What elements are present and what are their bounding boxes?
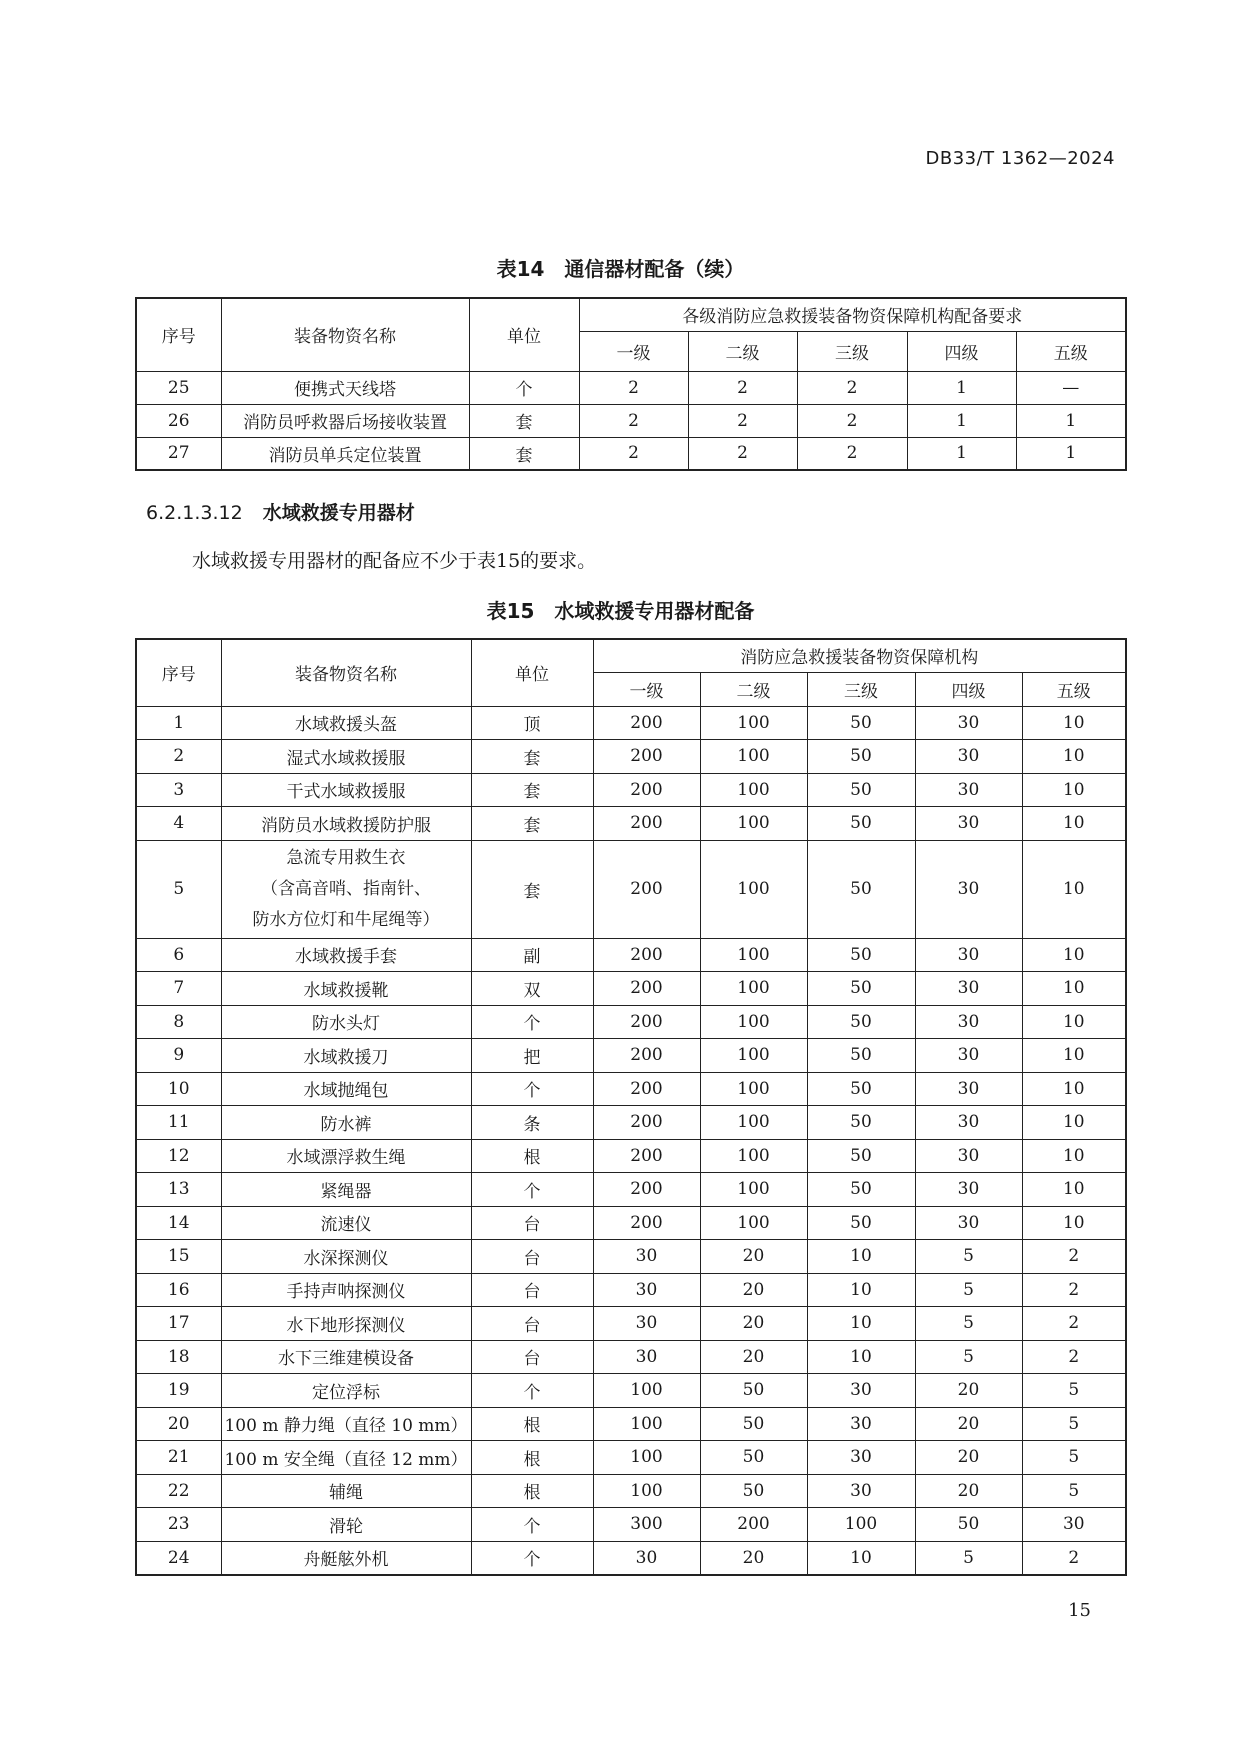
cell-seq: 3	[136, 773, 221, 807]
cell-unit: 条	[471, 1106, 593, 1140]
table14-body	[136, 371, 1126, 470]
table14	[135, 297, 1127, 471]
cell-level-2: 100	[700, 1039, 807, 1073]
cell-level-3: 30	[807, 1407, 915, 1441]
cell-level-5: 10	[1022, 740, 1126, 774]
cell-level-3: 50	[807, 1005, 915, 1039]
cell-seq: 6	[136, 938, 221, 972]
cell-level-3: 10	[807, 1240, 915, 1274]
cell-level-3: 30	[807, 1474, 915, 1508]
cell-name-line: 防水方位灯和牛尾绳等）	[252, 909, 440, 930]
cell-seq: 24	[136, 1541, 221, 1575]
cell-level-3: 2	[797, 437, 907, 470]
cell-name: 水域救援头盔	[221, 706, 471, 740]
cell-level-2: 100	[700, 938, 807, 972]
cell-name: 定位浮标	[221, 1374, 471, 1408]
table-row	[136, 1273, 1126, 1307]
cell-level-1: 200	[593, 706, 700, 740]
cell-level-5: —	[1016, 371, 1126, 404]
cell-seq: 15	[136, 1240, 221, 1274]
cell-level-5: 10	[1022, 1206, 1126, 1240]
cell-unit: 根	[471, 1407, 593, 1441]
section-number: 6.2.1.3.12	[146, 502, 243, 524]
cell-seq: 7	[136, 972, 221, 1006]
cell-level-1: 200	[593, 773, 700, 807]
table-row	[136, 938, 1126, 972]
cell-name: 消防员呼救器后场接收装置	[221, 404, 469, 437]
cell-level-2: 20	[700, 1340, 807, 1374]
cell-level-4: 5	[915, 1307, 1022, 1341]
table-row	[136, 1474, 1126, 1508]
cell-level-2: 100	[700, 773, 807, 807]
cell-name: 湿式水域救援服	[221, 740, 471, 774]
cell-seq: 5	[136, 840, 221, 938]
cell-level-5: 10	[1022, 1173, 1126, 1207]
header-unit: 单位	[469, 298, 579, 371]
cell-level-5: 10	[1022, 938, 1126, 972]
cell-level-2: 50	[700, 1407, 807, 1441]
cell-level-1: 200	[593, 972, 700, 1006]
header-level-2: 二级	[700, 672, 807, 706]
cell-level-1: 200	[593, 1106, 700, 1140]
cell-seq: 14	[136, 1206, 221, 1240]
table-row	[136, 740, 1126, 774]
cell-level-1: 30	[593, 1541, 700, 1575]
table-row	[136, 1106, 1126, 1140]
cell-level-2: 100	[700, 972, 807, 1006]
cell-name: 辅绳	[221, 1474, 471, 1508]
cell-unit: 套	[471, 807, 593, 841]
cell-seq: 11	[136, 1106, 221, 1140]
cell-level-5: 2	[1022, 1307, 1126, 1341]
cell-level-4: 30	[915, 740, 1022, 774]
section-heading	[146, 498, 415, 525]
cell-level-3: 50	[807, 706, 915, 740]
cell-unit: 台	[471, 1240, 593, 1274]
cell-level-2: 100	[700, 1139, 807, 1173]
cell-level-5: 5	[1022, 1441, 1126, 1475]
cell-level-3: 100	[807, 1508, 915, 1542]
cell-level-3: 50	[807, 972, 915, 1006]
cell-seq: 1	[136, 706, 221, 740]
cell-level-1: 30	[593, 1273, 700, 1307]
cell-seq: 4	[136, 807, 221, 841]
cell-unit: 台	[471, 1340, 593, 1374]
cell-level-4: 30	[915, 972, 1022, 1006]
cell-seq: 10	[136, 1072, 221, 1106]
header-name: 装备物资名称	[221, 298, 469, 371]
cell-level-2: 100	[700, 1206, 807, 1240]
table-row	[136, 1240, 1126, 1274]
table15-caption: 表15 水域救援专用器材配备	[486, 599, 755, 623]
cell-unit: 个	[471, 1072, 593, 1106]
table-row	[136, 437, 1126, 470]
cell-name: 水域漂浮救生绳	[221, 1139, 471, 1173]
cell-level-2: 20	[700, 1307, 807, 1341]
cell-unit: 把	[471, 1039, 593, 1073]
cell-level-2: 100	[700, 1173, 807, 1207]
cell-unit: 个	[469, 371, 579, 404]
cell-level-3: 50	[807, 840, 915, 938]
cell-level-4: 30	[915, 1039, 1022, 1073]
table-row	[136, 1307, 1126, 1341]
cell-level-1: 200	[593, 1139, 700, 1173]
cell-level-5: 10	[1022, 1039, 1126, 1073]
cell-unit: 个	[471, 1374, 593, 1408]
cell-level-1: 200	[593, 740, 700, 774]
header-unit: 单位	[471, 639, 593, 706]
header-level-4: 四级	[907, 331, 1016, 371]
cell-level-2: 20	[700, 1240, 807, 1274]
cell-level-5: 5	[1022, 1374, 1126, 1408]
cell-level-4: 30	[915, 1206, 1022, 1240]
cell-level-3: 50	[807, 1072, 915, 1106]
cell-seq: 23	[136, 1508, 221, 1542]
cell-level-4: 30	[915, 1106, 1022, 1140]
cell-level-4: 20	[915, 1407, 1022, 1441]
header-group: 消防应急救援装备物资保障机构	[593, 639, 1126, 672]
cell-level-5: 5	[1022, 1474, 1126, 1508]
document-code: DB33/T 1362—2024	[925, 148, 1115, 169]
cell-unit: 台	[471, 1206, 593, 1240]
cell-level-3: 50	[807, 740, 915, 774]
cell-level-5: 10	[1022, 1139, 1126, 1173]
header-seq: 序号	[136, 298, 221, 371]
cell-level-4: 30	[915, 938, 1022, 972]
cell-level-3: 50	[807, 1139, 915, 1173]
header-level-4: 四级	[915, 672, 1022, 706]
cell-level-5: 30	[1022, 1508, 1126, 1542]
header-name: 装备物资名称	[221, 639, 471, 706]
table-row	[136, 807, 1126, 841]
cell-name: 干式水域救援服	[221, 773, 471, 807]
cell-level-2: 100	[700, 706, 807, 740]
cell-level-4: 30	[915, 1173, 1022, 1207]
cell-level-1: 200	[593, 1005, 700, 1039]
cell-level-2: 20	[700, 1541, 807, 1575]
cell-level-4: 5	[915, 1240, 1022, 1274]
cell-level-2: 50	[700, 1474, 807, 1508]
cell-level-4: 1	[907, 437, 1016, 470]
cell-unit: 套	[469, 437, 579, 470]
cell-level-5: 5	[1022, 1407, 1126, 1441]
cell-level-4: 20	[915, 1441, 1022, 1475]
table-row	[136, 1005, 1126, 1039]
header-seq: 序号	[136, 639, 221, 706]
table-row	[136, 1508, 1126, 1542]
table-row	[136, 1072, 1126, 1106]
cell-level-1: 100	[593, 1374, 700, 1408]
cell-level-4: 20	[915, 1374, 1022, 1408]
page-number: 15	[1068, 1600, 1091, 1621]
cell-level-1: 200	[593, 1173, 700, 1207]
cell-level-4: 30	[915, 706, 1022, 740]
cell-unit: 个	[471, 1173, 593, 1207]
cell-level-5: 10	[1022, 773, 1126, 807]
cell-unit: 根	[471, 1139, 593, 1173]
table-row	[136, 404, 1126, 437]
cell-level-1: 2	[579, 437, 688, 470]
cell-level-3: 2	[797, 371, 907, 404]
cell-name: 防水裤	[221, 1106, 471, 1140]
cell-level-1: 100	[593, 1474, 700, 1508]
table-row	[136, 1173, 1126, 1207]
cell-unit: 双	[471, 972, 593, 1006]
cell-unit: 顶	[471, 706, 593, 740]
cell-seq: 13	[136, 1173, 221, 1207]
cell-level-4: 5	[915, 1273, 1022, 1307]
table15-body	[136, 706, 1126, 1575]
cell-unit: 套	[471, 740, 593, 774]
cell-level-4: 30	[915, 1005, 1022, 1039]
cell-unit: 副	[471, 938, 593, 972]
cell-name-line: 急流专用救生衣	[286, 847, 406, 868]
header-level-2: 二级	[688, 331, 797, 371]
cell-level-5: 10	[1022, 706, 1126, 740]
section-title: 水域救援专用器材	[262, 502, 415, 524]
cell-unit: 个	[471, 1508, 593, 1542]
cell-unit: 根	[471, 1474, 593, 1508]
cell-name: 100 m 安全绳（直径 12 mm）	[221, 1441, 471, 1475]
cell-level-4: 5	[915, 1340, 1022, 1374]
cell-level-5: 2	[1022, 1273, 1126, 1307]
cell-seq: 26	[136, 404, 221, 437]
cell-level-3: 10	[807, 1340, 915, 1374]
cell-level-5: 10	[1022, 807, 1126, 841]
cell-level-2: 2	[688, 404, 797, 437]
cell-name: 100 m 静力绳（直径 10 mm）	[221, 1407, 471, 1441]
cell-level-1: 30	[593, 1340, 700, 1374]
table14-caption: 表14 通信器材配备（续）	[496, 257, 745, 281]
cell-level-2: 20	[700, 1273, 807, 1307]
cell-level-3: 50	[807, 938, 915, 972]
cell-level-2: 100	[700, 1106, 807, 1140]
cell-name: 水域抛绳包	[221, 1072, 471, 1106]
cell-level-4: 30	[915, 1139, 1022, 1173]
cell-level-3: 50	[807, 1039, 915, 1073]
cell-level-1: 30	[593, 1307, 700, 1341]
cell-level-3: 50	[807, 1206, 915, 1240]
cell-level-3: 50	[807, 773, 915, 807]
cell-name: 流速仪	[221, 1206, 471, 1240]
cell-level-1: 200	[593, 807, 700, 841]
cell-level-3: 50	[807, 1173, 915, 1207]
cell-level-1: 200	[593, 840, 700, 938]
cell-unit: 个	[471, 1005, 593, 1039]
table-row	[136, 1039, 1126, 1073]
cell-level-2: 100	[700, 1005, 807, 1039]
cell-seq: 19	[136, 1374, 221, 1408]
cell-level-4: 20	[915, 1474, 1022, 1508]
cell-level-1: 100	[593, 1407, 700, 1441]
cell-seq: 22	[136, 1474, 221, 1508]
header-level-5: 五级	[1016, 331, 1126, 371]
section-paragraph: 水域救援专用器材的配备应不少于表15的要求。	[192, 550, 597, 572]
cell-name: 消防员单兵定位装置	[221, 437, 469, 470]
cell-level-4: 30	[915, 773, 1022, 807]
cell-name: 手持声呐探测仪	[221, 1273, 471, 1307]
table-row	[136, 1340, 1126, 1374]
table-row	[136, 371, 1126, 404]
cell-name: 消防员水域救援防护服	[221, 807, 471, 841]
cell-level-4: 5	[915, 1541, 1022, 1575]
cell-level-5: 10	[1022, 840, 1126, 938]
cell-name-line: （含高音哨、指南针、	[261, 878, 431, 899]
cell-level-3: 50	[807, 1106, 915, 1140]
cell-level-2: 2	[688, 371, 797, 404]
cell-name: 水域救援手套	[221, 938, 471, 972]
cell-level-1: 30	[593, 1240, 700, 1274]
cell-level-1: 200	[593, 1072, 700, 1106]
cell-level-2: 100	[700, 840, 807, 938]
header-level-1: 一级	[579, 331, 688, 371]
cell-unit: 套	[471, 840, 593, 938]
table15	[135, 638, 1127, 1576]
cell-level-3: 50	[807, 807, 915, 841]
cell-level-1: 300	[593, 1508, 700, 1542]
table-row	[136, 1407, 1126, 1441]
cell-level-2: 2	[688, 437, 797, 470]
cell-level-4: 50	[915, 1508, 1022, 1542]
cell-level-3: 30	[807, 1374, 915, 1408]
table-row	[136, 1206, 1126, 1240]
cell-level-2: 50	[700, 1441, 807, 1475]
cell-unit: 套	[469, 404, 579, 437]
cell-seq: 17	[136, 1307, 221, 1341]
cell-level-1: 200	[593, 1039, 700, 1073]
cell-level-2: 100	[700, 807, 807, 841]
cell-level-1: 200	[593, 938, 700, 972]
header-group: 各级消防应急救援装备物资保障机构配备要求	[579, 298, 1126, 331]
header-level-3: 三级	[807, 672, 915, 706]
cell-level-5: 10	[1022, 972, 1126, 1006]
cell-level-5: 10	[1022, 1005, 1126, 1039]
cell-unit: 套	[471, 773, 593, 807]
cell-level-1: 2	[579, 404, 688, 437]
cell-level-4: 1	[907, 371, 1016, 404]
cell-level-2: 200	[700, 1508, 807, 1542]
cell-seq: 8	[136, 1005, 221, 1039]
table-row	[136, 1441, 1126, 1475]
cell-unit: 根	[471, 1441, 593, 1475]
cell-level-3: 10	[807, 1541, 915, 1575]
cell-level-2: 100	[700, 740, 807, 774]
cell-seq: 25	[136, 371, 221, 404]
table-row	[136, 1374, 1126, 1408]
cell-seq: 18	[136, 1340, 221, 1374]
cell-seq: 2	[136, 740, 221, 774]
cell-level-1: 2	[579, 371, 688, 404]
cell-name: 滑轮	[221, 1508, 471, 1542]
cell-level-1: 200	[593, 1206, 700, 1240]
cell-level-5: 2	[1022, 1240, 1126, 1274]
cell-level-4: 1	[907, 404, 1016, 437]
cell-level-5: 10	[1022, 1072, 1126, 1106]
table-row	[136, 972, 1126, 1006]
cell-level-2: 100	[700, 1072, 807, 1106]
cell-name: 水下地形探测仪	[221, 1307, 471, 1341]
cell-unit: 台	[471, 1307, 593, 1341]
cell-name: 舟艇舷外机	[221, 1541, 471, 1575]
cell-level-4: 30	[915, 807, 1022, 841]
cell-name: 水域救援刀	[221, 1039, 471, 1073]
header-level-3: 三级	[797, 331, 907, 371]
header-level-1: 一级	[593, 672, 700, 706]
cell-unit: 台	[471, 1273, 593, 1307]
table-row	[136, 1541, 1126, 1575]
cell-level-5: 2	[1022, 1340, 1126, 1374]
cell-level-4: 30	[915, 840, 1022, 938]
header-level-5: 五级	[1022, 672, 1126, 706]
cell-level-3: 10	[807, 1273, 915, 1307]
cell-name: 防水头灯	[221, 1005, 471, 1039]
table-row	[136, 773, 1126, 807]
cell-level-3: 2	[797, 404, 907, 437]
cell-unit: 个	[471, 1541, 593, 1575]
cell-seq: 9	[136, 1039, 221, 1073]
cell-level-5: 1	[1016, 404, 1126, 437]
cell-name: 水深探测仪	[221, 1240, 471, 1274]
cell-seq: 21	[136, 1441, 221, 1475]
cell-level-5: 1	[1016, 437, 1126, 470]
cell-name: 便携式天线塔	[221, 371, 469, 404]
cell-seq: 12	[136, 1139, 221, 1173]
cell-seq: 27	[136, 437, 221, 470]
cell-seq: 16	[136, 1273, 221, 1307]
cell-level-5: 10	[1022, 1106, 1126, 1140]
cell-level-5: 2	[1022, 1541, 1126, 1575]
cell-name: 紧绳器	[221, 1173, 471, 1207]
cell-name: 水下三维建模设备	[221, 1340, 471, 1374]
cell-level-4: 30	[915, 1072, 1022, 1106]
cell-level-2: 50	[700, 1374, 807, 1408]
cell-level-3: 30	[807, 1441, 915, 1475]
table-row	[136, 1139, 1126, 1173]
cell-level-1: 100	[593, 1441, 700, 1475]
table-row	[136, 706, 1126, 740]
cell-name: 水域救援靴	[221, 972, 471, 1006]
cell-seq: 20	[136, 1407, 221, 1441]
cell-level-3: 10	[807, 1307, 915, 1341]
cell-name	[221, 840, 471, 938]
table-row	[136, 840, 1126, 938]
